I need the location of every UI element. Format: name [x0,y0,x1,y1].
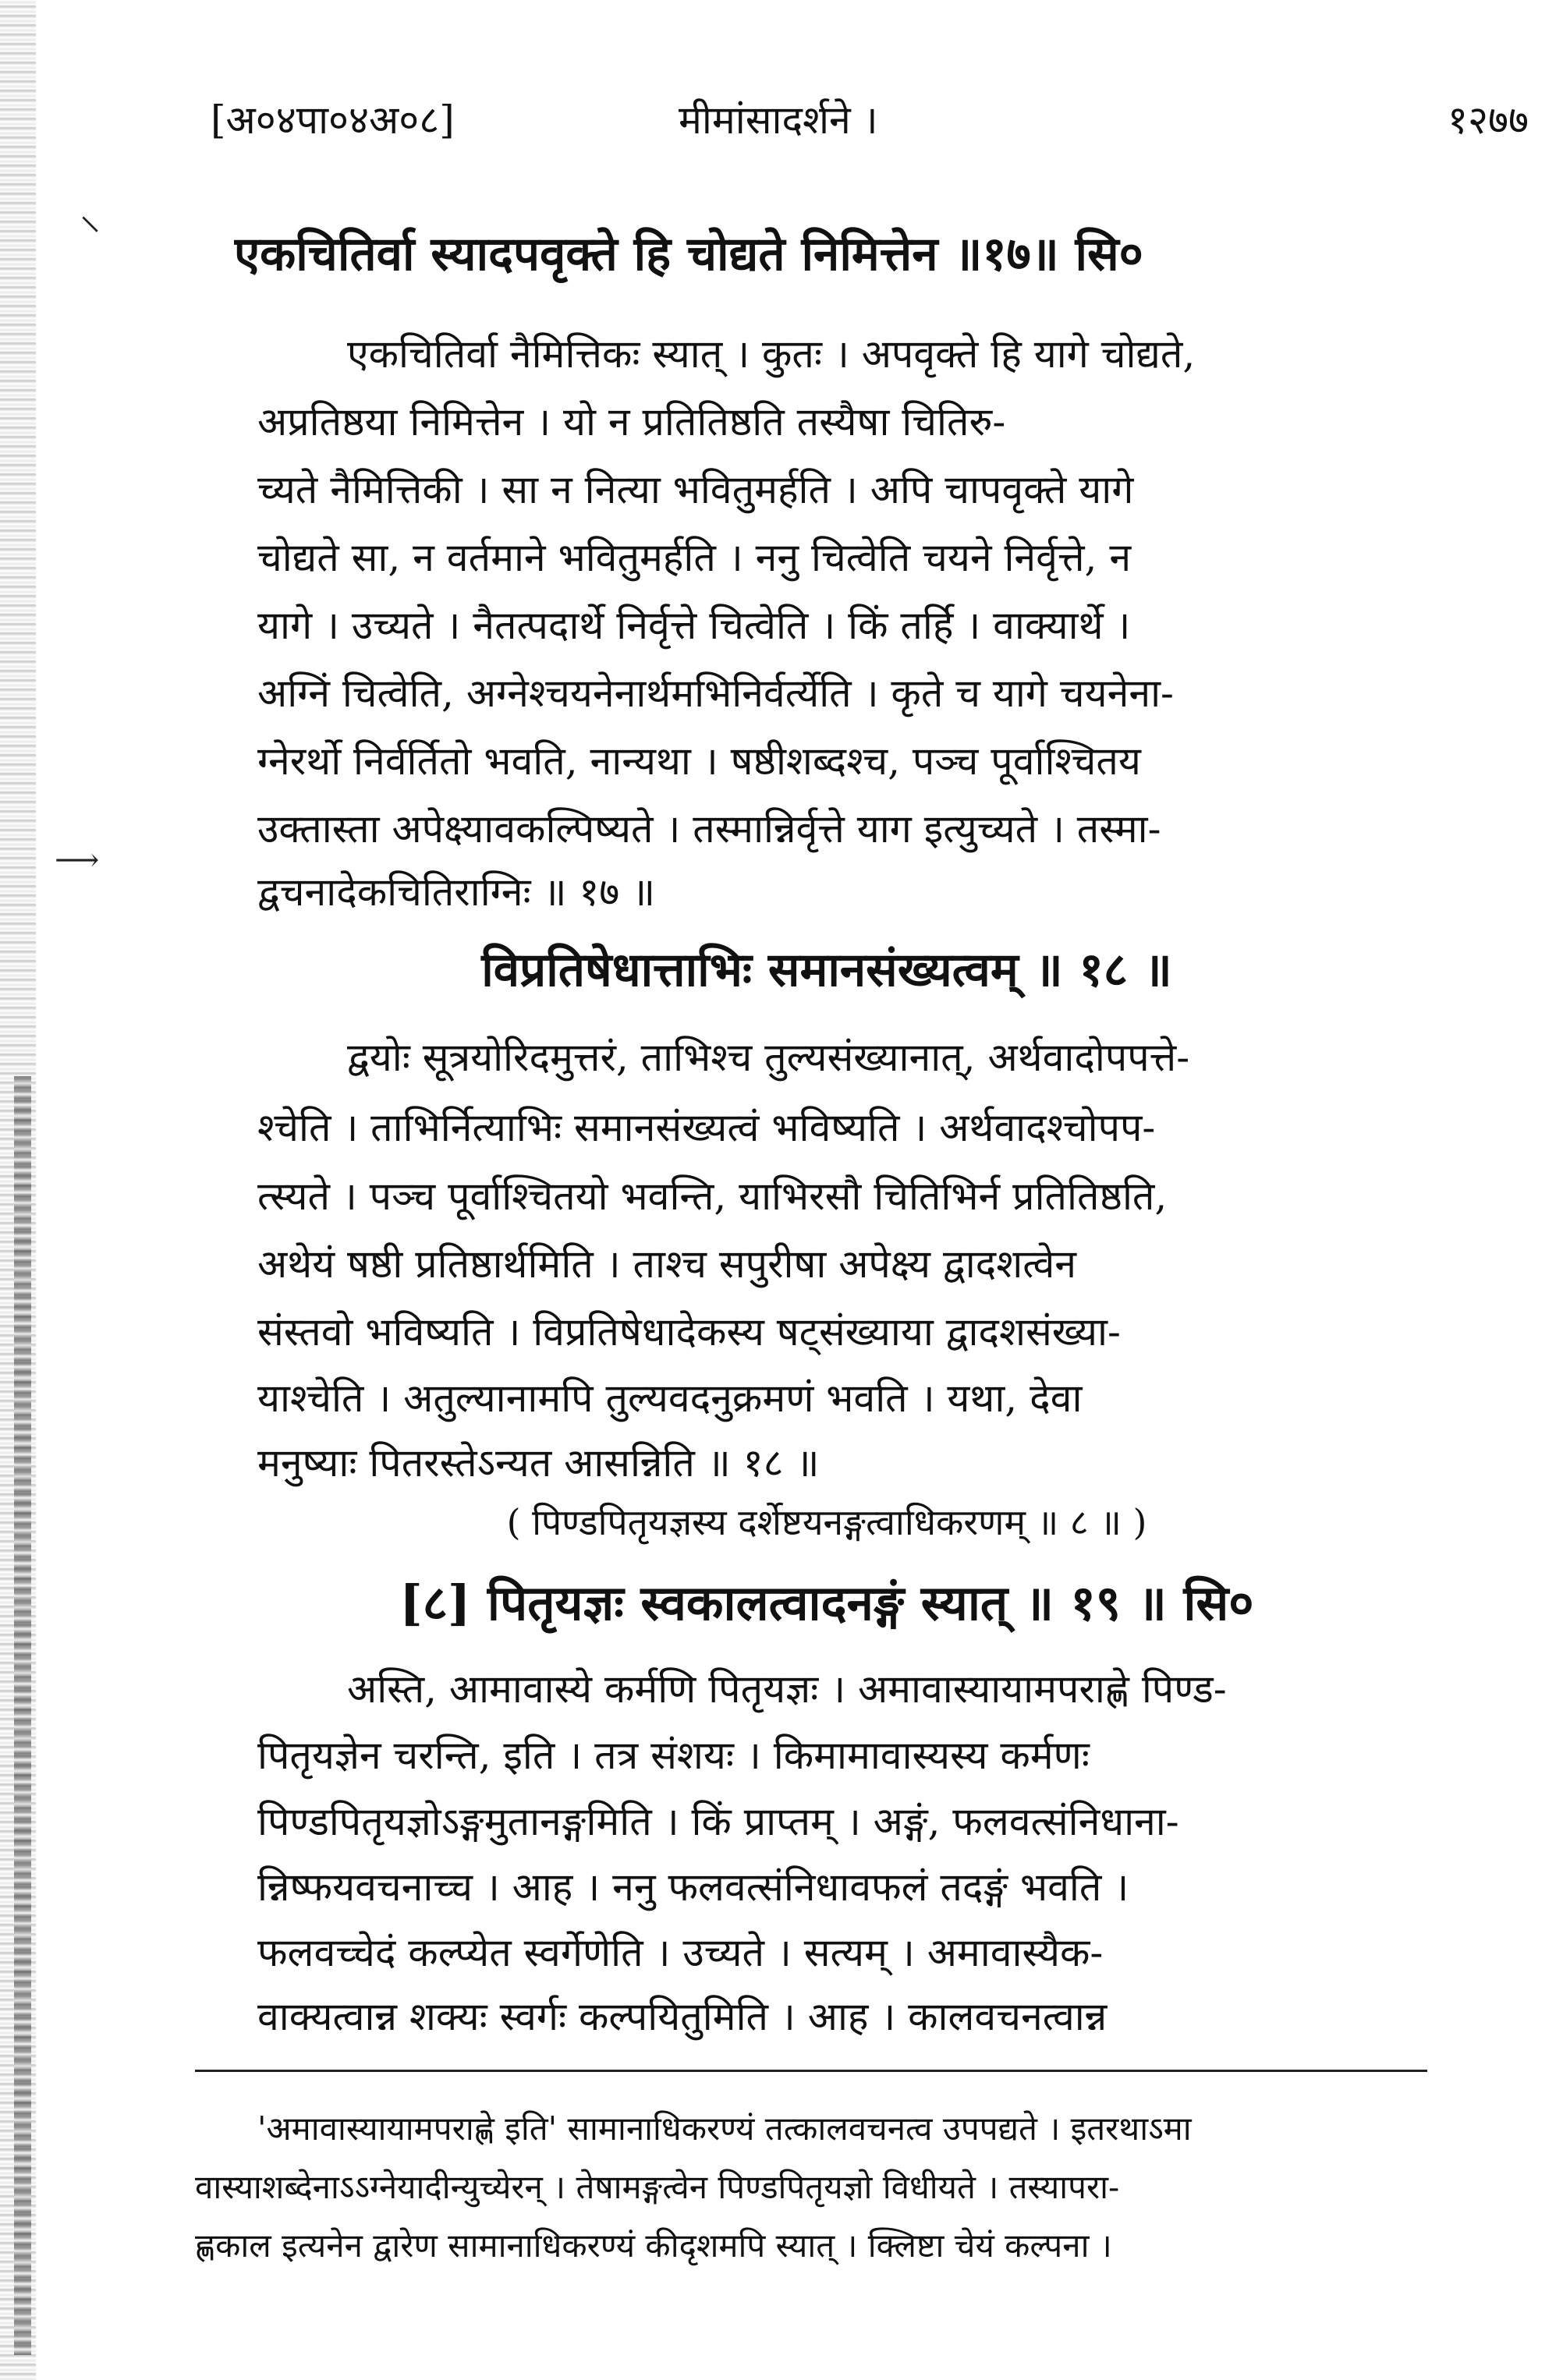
commentary-line: फलवच्चेदं कल्प्येत स्वर्गेणेति । उच्यते । सत्यम् । अमावास्यैक- [257,1930,1104,1975]
commentary-line: ग्नेरर्थो निर्वर्तितो भवति, नान्यथा । षष्ठीशब्दश्च, पञ्च पूर्वाश्चितय [257,738,1141,784]
footnote-divider [195,2070,1427,2072]
running-header [211,92,1529,154]
commentary-line: अग्निं चित्वेति, अग्नेश्चयनेनार्थमभिनिर्वर्त्येति । कृते च यागे चयनेना- [257,671,1174,716]
commentary-line: पितृयज्ञेन चरन्ति, इति । तत्र संशयः । किमामावास्यस्य कर्मणः [257,1733,1090,1778]
commentary-line: मनुष्याः पितरस्तेऽन्यत आसन्निति ॥ १८ ॥ [257,1440,820,1486]
commentary-line: पिण्डपितृयज्ञोऽङ्गमुतानङ्गमिति । किं प्राप्तम् । अङ्गं, फलवत्संनिधाना- [257,1799,1179,1844]
header-section-ref: [अ०४पा०४अ०८] [211,97,455,143]
commentary-line: अप्रतिष्ठया निमित्तेन । यो न प्रतितिष्ठति तस्यैषा चितिरु- [257,399,1006,444]
sutra-18: विप्रतिषेधात्ताभिः समानसंख्यत्वम् ॥ १८ ॥ [481,943,1172,997]
commentary-line: द्वयोः सूत्रयोरिदमुत्तरं, ताभिश्च तुल्यसंख्यानात्, अर्थवादोपपत्ते- [347,1035,1190,1080]
commentary-line: चोद्यते सा, न वर्तमाने भवितुमर्हति । ननु चित्वेति चयने निर्वृत्ते, न [257,535,1132,580]
footnote-line: 'अमावास्यायामपराह्णे इति' सामानाधिकरण्यं तत्कालवचनत्व उपपद्यते । इतरथाऽमा [257,2109,1192,2148]
commentary-line: द्वचनादेकचितिराग्निः ॥ १७ ॥ [257,869,656,915]
commentary-line: श्चेति । ताभिर्नित्याभिः समानसंख्यत्वं भविष्यति । अर्थवादश्चोपप- [257,1105,1156,1150]
commentary-line: अथेयं षष्ठी प्रतिष्ठार्थमिति । ताश्च सपुरीषा अपेक्ष्य द्वादशत्वेन [257,1241,1077,1287]
sutra-19: [८] पितृयज्ञः स्वकालत्वादनङ्गं स्यात् ॥ १९ ॥ सि० [399,1574,1254,1631]
commentary-line: त्स्यते । पञ्च पूर्वाश्चितयो भवन्ति, याभिरसौ चितिभिर्न प्रतितिष्ठति, [257,1174,1168,1219]
sutra-17: एकचितिर्वा स्यादपवृक्ते हि चोद्यते निमित्तेन ॥१७॥ सि० [234,227,1143,282]
footnote-line: वास्याशब्देनाऽऽग्नेयादीन्युच्येरन् । तेषामङ्गत्वेन पिण्डपितृयज्ञो विधीयते । तस्यापरा- [195,2168,1120,2206]
commentary-line: अस्ति, आमावास्ये कर्मणि पितृयज्ञः । अमावास्यायामपराह्णे पिण्ड- [347,1666,1227,1712]
commentary-line: एकचितिर्वा नैमित्तिकः स्यात् । कुतः । अपवृक्ते हि यागे चोद्यते, [347,331,1196,377]
margin-mark: ⸌ [80,207,101,257]
commentary-line: याश्चेति । अतुल्यानामपि तुल्यवदनुक्रमणं भवति । यथा, देवा [257,1376,1083,1421]
commentary-line: वाक्यत्वान्न शक्यः स्वर्गः कल्पयितुमिति । आह । कालवचनत्वान्न [257,1994,1108,2039]
adhikarana-heading: ( पिण्डपितृयज्ञस्य दर्शेष्टयनङ्गत्वाधिकरणम् ॥ ८ ॥ ) [506,1501,1147,1543]
binding-shadow [14,1076,31,2355]
commentary-line: उक्तास्ता अपेक्ष्यावकल्पिष्यते । तस्मान्निर्वृत्ते याग इत्युच्यते । तस्मा- [257,806,1161,852]
commentary-line: न्निष्फयवचनाच्च । आह । ननु फलवत्संनिधावफलं तदङ्गं भवति । [257,1865,1129,1910]
header-book-title: मीमांसादर्शने । [679,97,878,143]
commentary-line: संस्तवो भविष्यति । विप्रतिषेधादेकस्य षट्संख्याया द्वादशसंख्या- [257,1309,1121,1355]
commentary-line: च्यते नैमित्तिकी । सा न नित्या भवितुमर्हति । अपि चापवृक्ते यागे [257,467,1134,512]
margin-mark: ⟶ [55,842,100,878]
page-number: १२७७ [1448,97,1529,143]
footnote-line: ह्णकाल इत्यनेन द्वारेण सामानाधिकरण्यं कीदृशमपि स्यात् । क्लिष्टा चेयं कल्पना । [195,2226,1112,2265]
commentary-line: यागे । उच्यते । नैतत्पदार्थे निर्वृत्ते चित्वेति । किं तर्हि । वाक्यार्थे । [257,603,1131,648]
